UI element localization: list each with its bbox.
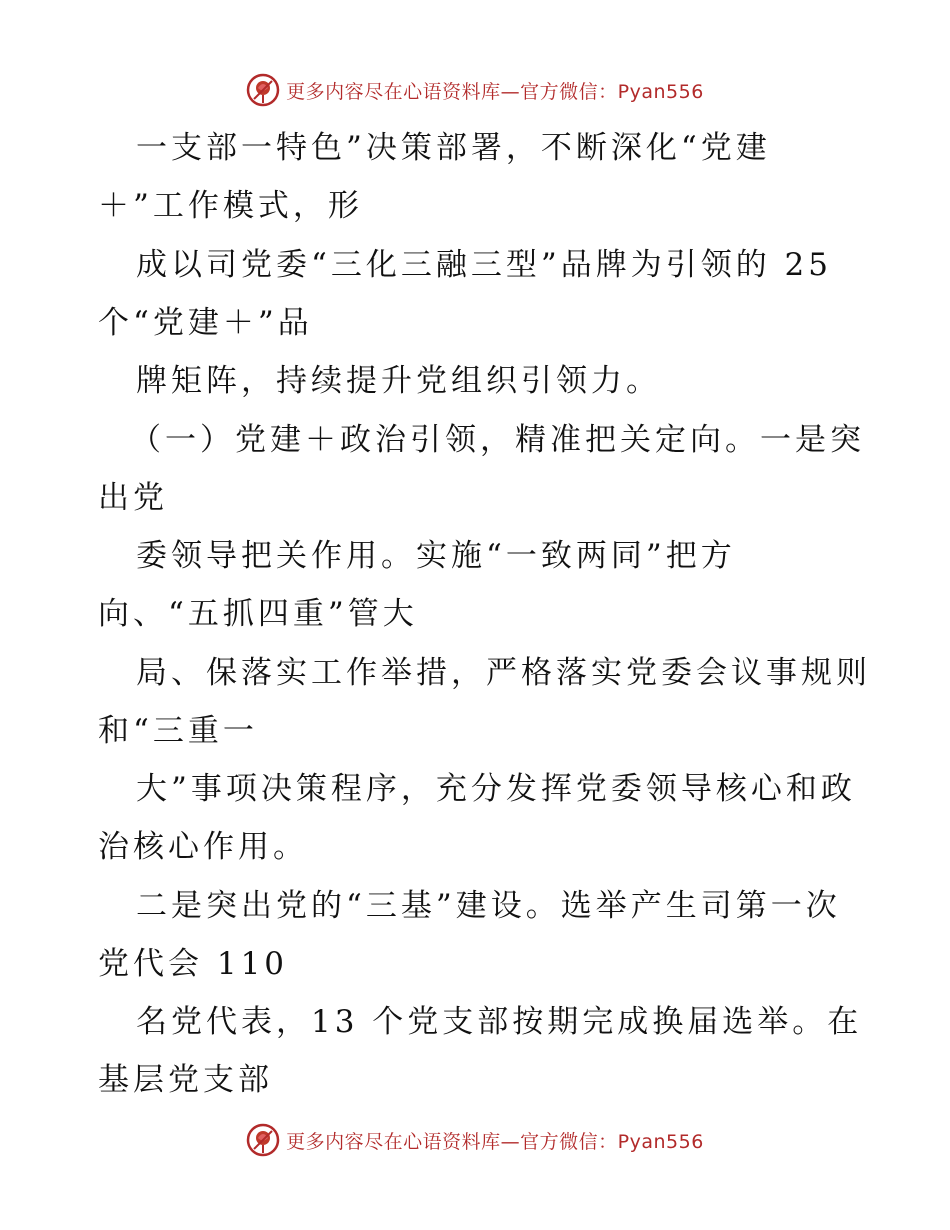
text-line: 和“三重一 bbox=[98, 713, 258, 749]
text-line: 一支部一特色”决策部署，不断深化“党建 bbox=[136, 130, 771, 166]
text-line: 基层党支部 bbox=[98, 1062, 273, 1098]
text-line: 向、“五抓四重”管大 bbox=[98, 596, 418, 632]
text-line: 牌矩阵，持续提升党组织引领力。 bbox=[136, 363, 661, 399]
text-line: 名党代表，13 个党支部按期完成换届选举。在 bbox=[136, 1004, 863, 1040]
text-line: 个“党建＋”品 bbox=[98, 305, 313, 341]
text-line: 大”事项决策程序，充分发挥党委领导核心和政 bbox=[136, 771, 856, 807]
text-line: 二是突出党的“三基”建设。选举产生司第一次 bbox=[136, 888, 841, 924]
text-line: 成以司党委“三化三融三型”品牌为引领的 25 bbox=[136, 247, 832, 283]
text-line: 局、保落实工作举措，严格落实党委会议事规则 bbox=[136, 655, 871, 691]
watermark-text: 更多内容尽在心语资料库—官方微信：Pyan556 bbox=[286, 80, 704, 103]
text-line: 出党 bbox=[98, 480, 168, 516]
rose-logo-icon bbox=[246, 1123, 280, 1157]
text-line: ＋”工作模式，形 bbox=[98, 188, 363, 224]
watermark-text: 更多内容尽在心语资料库—官方微信：Pyan556 bbox=[286, 1130, 704, 1153]
footer-watermark bbox=[0, 1120, 950, 1160]
text-line: （一）党建＋政治引领，精准把关定向。一是突 bbox=[130, 422, 865, 458]
text-line: 治核心作用。 bbox=[98, 829, 308, 865]
text-line: 党代会 110 bbox=[98, 946, 289, 982]
text-line: 委领导把关作用。实施“一致两同”把方 bbox=[136, 538, 736, 574]
